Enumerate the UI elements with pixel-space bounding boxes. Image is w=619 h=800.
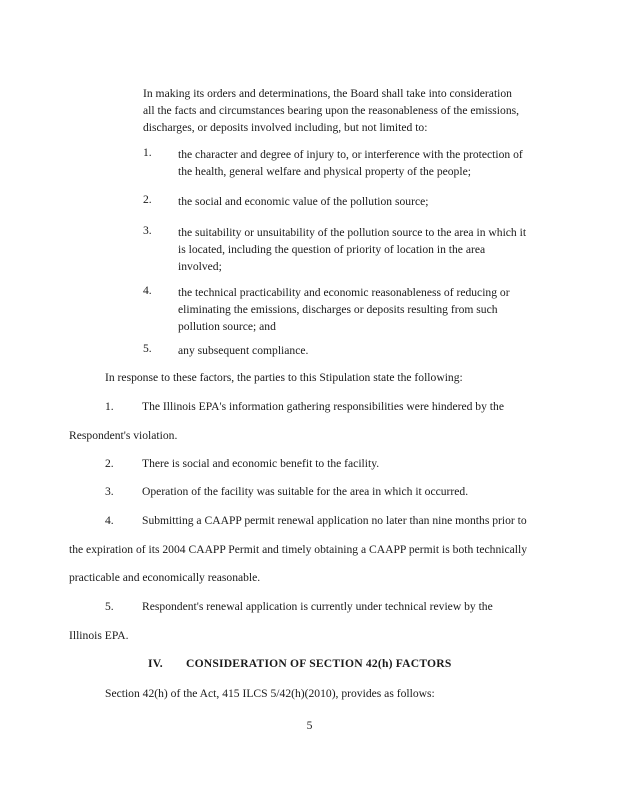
factor-line: the technical practicability and economic reasonableness of reducing or xyxy=(178,286,510,299)
section-numeral: IV. xyxy=(148,657,163,670)
factor-line: pollution source; and xyxy=(178,320,276,333)
response-intro: In response to these factors, the parties to this Stipulation state the following: xyxy=(105,371,463,384)
factor-number: 1. xyxy=(143,146,152,159)
response-continuation: Respondent's violation. xyxy=(69,429,178,442)
intro-paragraph xyxy=(143,85,519,136)
response-number: 2. xyxy=(105,457,114,470)
response-continuation: practicable and economically reasonable. xyxy=(69,571,261,584)
factor-number: 5. xyxy=(143,342,152,355)
page-number: 5 xyxy=(306,719,313,732)
response-text: Respondent's renewal application is currently under technical review by the xyxy=(142,600,493,613)
response-text: The Illinois EPA's information gathering responsibilities were hindered by the xyxy=(142,400,504,413)
intro-line: In making its orders and determinations, the Board shall take into consideration xyxy=(143,87,512,100)
response-text: There is social and economic benefit to the facility. xyxy=(142,457,380,470)
response-continuation: the expiration of its 2004 CAAPP Permit and timely obtaining a CAAPP permit is both technically xyxy=(69,543,528,556)
factor-number: 4. xyxy=(143,284,152,297)
response-continuation: Illinois EPA. xyxy=(69,629,129,642)
factor-item xyxy=(178,193,428,210)
response-text: Submitting a CAAPP permit renewal application no later than nine months prior to xyxy=(142,514,527,527)
factor-item xyxy=(178,284,510,335)
response-text: Operation of the facility was suitable for the area in which it occurred. xyxy=(142,485,469,498)
intro-line: discharges, or deposits involved including, but not limited to: xyxy=(143,121,428,134)
response-number: 3. xyxy=(105,485,114,498)
response-number: 5. xyxy=(105,600,114,613)
response-number: 1. xyxy=(105,400,114,413)
factor-line: is located, including the question of priority of location in the area xyxy=(178,243,486,256)
section-title: CONSIDERATION OF SECTION 42(h) FACTORS xyxy=(186,657,452,670)
factor-line: the character and degree of injury to, or interference with the protection of xyxy=(178,148,523,161)
factor-line: the health, general welfare and physical property of the people; xyxy=(178,165,471,178)
section-text: Section 42(h) of the Act, 415 ILCS 5/42(h)(2010), provides as follows: xyxy=(105,687,435,700)
factor-line: any subsequent compliance. xyxy=(178,344,309,357)
factor-item xyxy=(178,146,523,180)
factor-number: 2. xyxy=(143,193,152,206)
factor-line: involved; xyxy=(178,260,222,273)
response-number: 4. xyxy=(105,514,114,527)
factor-item xyxy=(178,224,526,275)
factor-number: 3. xyxy=(143,224,152,237)
factor-item xyxy=(178,342,308,359)
intro-line: all the facts and circumstances bearing upon the reasonableness of the emissions, xyxy=(143,104,520,117)
factor-line: the suitability or unsuitability of the pollution source to the area in which it xyxy=(178,226,527,239)
factor-line: eliminating the emissions, discharges or deposits resulting from such xyxy=(178,303,498,316)
factor-line: the social and economic value of the pollution source; xyxy=(178,195,429,208)
